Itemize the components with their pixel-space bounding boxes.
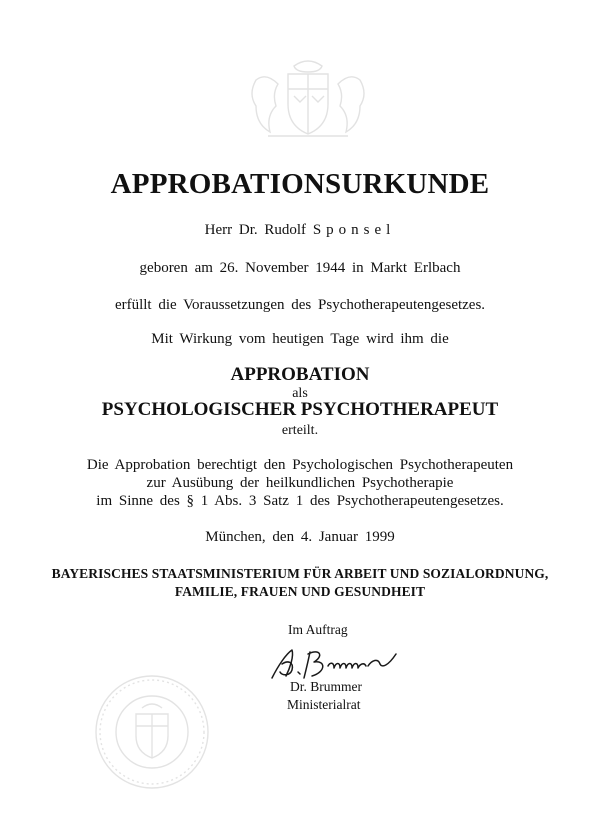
- recipient-prefix: Herr Dr. Rudolf: [204, 222, 307, 238]
- ministry-line-1: BAYERISCHES STAATSMINISTERIUM FÜR ARBEIT UND SOZIALORDNUNG,: [51, 566, 549, 581]
- signer-role: Ministerialrat: [287, 697, 361, 712]
- birth-line: geboren am 26. November 1944 in Markt Erlbach: [139, 260, 461, 276]
- profession-heading: PSYCHOLOGISCHER PSYCHOTHERAPEUT: [101, 399, 499, 420]
- embossed-seal: [92, 672, 212, 792]
- scope-line-2: zur Ausübung der heilkundlichen Psychotherapie: [146, 475, 454, 491]
- requirements-line: erfüllt die Voraussetzungen des Psychotherapeutengesetzes.: [114, 297, 486, 313]
- granted-word: erteilt.: [281, 423, 319, 438]
- scope-line-1: Die Approbation berechtigt den Psychologischen Psychotherapeuten: [86, 457, 514, 473]
- scope-line-3: im Sinne des § 1 Abs. 3 Satz 1 des Psychotherapeutengesetzes.: [96, 493, 504, 509]
- recipient-line: [0, 222, 600, 239]
- place-date: München, den 4. Januar 1999: [205, 529, 395, 545]
- ministry-line-2: FAMILIE, FRAUEN UND GESUNDHEIT: [174, 584, 426, 599]
- coat-of-arms-emboss: [238, 52, 378, 144]
- handwritten-signature: [268, 640, 408, 684]
- effect-line: Mit Wirkung vom heutigen Tage wird ihm die: [151, 331, 449, 347]
- als-word: als: [292, 386, 308, 401]
- signer-name: Dr. Brummer: [290, 679, 362, 694]
- on-behalf-label: Im Auftrag: [288, 622, 348, 637]
- approbation-heading: APPROBATION: [230, 364, 370, 385]
- document-title: APPROBATIONSURKUNDE: [110, 168, 490, 200]
- recipient-surname: Sponsel: [312, 222, 396, 238]
